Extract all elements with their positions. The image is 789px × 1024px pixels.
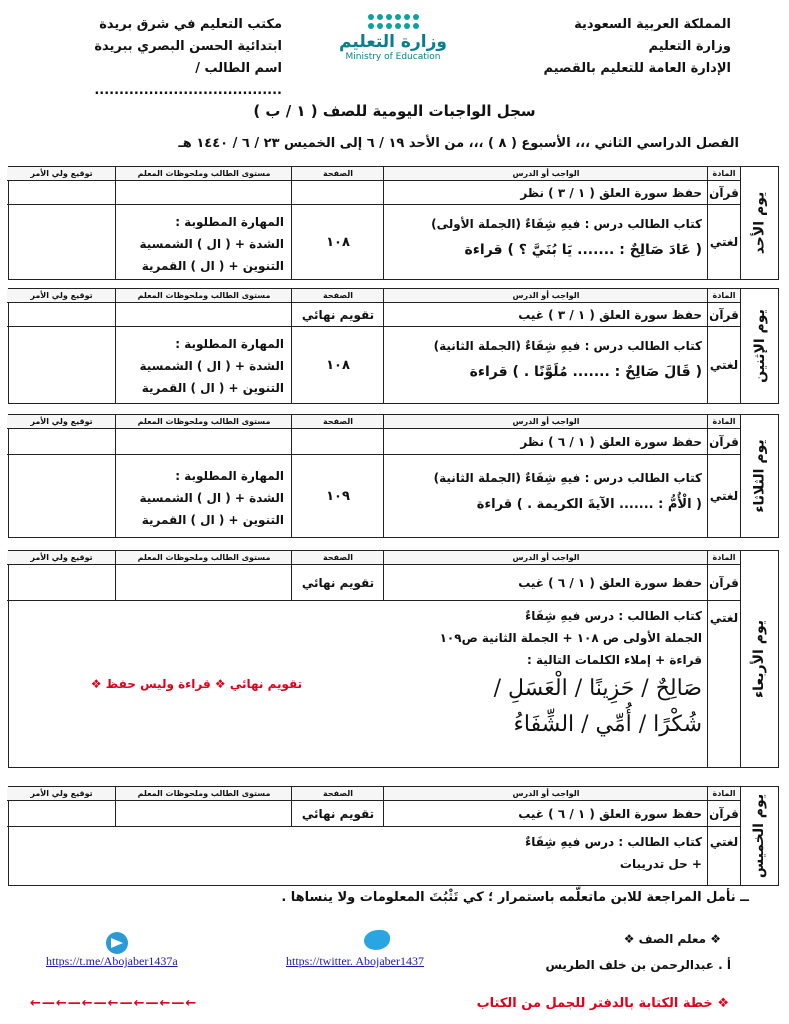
final-assessment-note: تقويم نهائي ❖ قراءة وليس حفظ ❖ [90, 677, 303, 691]
twitter-link[interactable]: https://twitter. Abojaber1437 [286, 954, 424, 968]
col-lesson: الواجب أو الدرس [384, 167, 708, 181]
day-block-thursday: يوم الخميس المادة الواجب أو الدرس الصفحة مستوى الطالب وملحوظات المعلم توقيع ولي الأمر قرآن لغتي حفظ سورة العلق ( ١ / ٦ ) غيب تقويم نهائي كتاب الطالب : درس فيهِ شِفَاءٌ + حل تدريبات [8, 786, 779, 886]
skills: المهارة المطلوبة : الشدة + ( ال ) الشمسية التنوين + ( ال ) القمرية [139, 215, 284, 273]
day-block-tuesday: يوم الثلاثاء المادة الواجب أو الدرس الصفحة مستوى الطالب وملحوظات المعلم توقيع ولي الأمر قرآن لغتي حفظ سورة العلق ( ١ / ٦ ) نظر كتاب الطالب درس : فيهِ شِفَاءٌ (الجملة الثانية) ( الْأُمُّ : ....... الآيةَ الكريمة . ) قراءة ١٠٩ المهارة المطلوبة : الشدة + ( ال ) الشمسية التنوين + ( ال ) القمرية [8, 414, 779, 538]
header-office: مكتب التعليم في شرق بريدة [99, 17, 282, 32]
arrows-decoration: ←—←—←—←—←—←—← [30, 996, 198, 1011]
subject-lang: لغتي [709, 235, 739, 249]
dictation-words: صَالِحٌ / حَزِينًا / الْعَسَلِ / [493, 676, 702, 701]
ministry-logo [318, 14, 468, 74]
header-right [544, 14, 731, 80]
subject-quran: قرآن [708, 181, 740, 205]
quran-lesson: حفظ سورة العلق ( ١ / ٣ ) نظر [384, 181, 708, 205]
lang-lesson: كتاب الطالب درس : فيهِ شِفَاءٌ (الجملة الأولى) ( عَادَ صَالِحٌ : ....... يَا بُنَيَّ ؟ ) قراءة [431, 217, 702, 258]
header-school: ابتدائية الحسن البصري ببريدة [94, 39, 282, 54]
day-block-monday: يوم الإثنين المادة الواجب أو الدرس الصفحة مستوى الطالب وملحوظات المعلم توقيع ولي الأمر قرآن لغتي حفظ سورة العلق ( ١ / ٣ ) غيب تقويم نهائي كتاب الطالب درس : فيهِ شِفَاءٌ (الجملة الثانية) ( قَالَ صَالِحٌ : ....... مُلَوَّنًا . ) قراءة ١٠٨ المهارة المطلوبة : الشدة + ( ال ) الشمسية التنوين + ( ال ) القمرية [8, 288, 779, 404]
page-title: سجل الواجبات اليومية للصف ( ١ / ب ) [253, 102, 536, 120]
day-block-wednesday: يوم الأربعاء المادة الواجب أو الدرس الصفحة مستوى الطالب وملحوظات المعلم توقيع ولي الأمر قرآن لغتي حفظ سورة العلق ( ١ / ٦ ) غيب تقويم نهائي كتاب الطالب : درس فيهِ شِفَاءٌ الجملة الأولى ص ١٠٨ + الجملة الثانية ص١٠٩ قراءة + إملاء الكلمات التالية : صَالِحٌ / حَزِينًا / الْعَسَلِ / شُكْرًا / أُمِّي / الشِّفَاءُ تقويم نهائي ❖ قراءة وليس حفظ ❖ [8, 550, 779, 768]
day-label: يوم الإثنين [740, 289, 778, 403]
col-sign: توقيع ولي الأمر [7, 167, 116, 181]
col-subject: المادة [708, 167, 740, 181]
logo-english: Ministry of Education [345, 52, 441, 62]
col-notes: مستوى الطالب وملحوظات المعلم [116, 167, 292, 181]
lang-lesson: كتاب الطالب : درس فيهِ شِفَاءٌ الجملة الأولى ص ١٠٨ + الجملة الثانية ص١٠٩ قراءة + إملاء الكلمات التالية : صَالِحٌ / حَزِينًا / الْعَسَلِ / شُكْرًا / أُمِّي / الشِّفَاءُ [384, 605, 708, 743]
quran-lesson: حفظ سورة العلق ( ١ / ٦ ) غيب [384, 801, 708, 827]
quran-page: تقويم نهائي [292, 565, 384, 601]
review-note: ــ نأمل المراجعة للابن ماتعلّمه باستمرار ؛ كي تَثْبُتَ المعلومات ولا ينساها . [281, 890, 749, 905]
skills: المهارة المطلوبة : الشدة + ( ال ) الشمسية التنوين + ( ال ) القمرية [139, 337, 284, 395]
logo-arabic: وزارة التعليم [339, 32, 447, 52]
twitter-icon [364, 930, 390, 950]
quran-lesson: حفظ سورة العلق ( ١ / ٦ ) غيب [384, 565, 708, 601]
teacher-label: ❖ معلم الصف ❖ [623, 932, 721, 946]
header-country: المملكة العربية السعودية [574, 17, 731, 32]
telegram-link[interactable]: https://t.me/Abojaber1437a [46, 954, 178, 968]
telegram-icon [106, 932, 128, 954]
day-block-sunday [8, 166, 779, 280]
lang-page: ١٠٨ [326, 357, 350, 373]
page-subtitle: الفصل الدراسي الثاني ،،، الأسبوع ( ٨ ) ،،، من الأحد ١٩ / ٦ إلى الخميس ٢٣ / ٦ / ١٤٤٠ هـ [178, 136, 739, 151]
teacher-name: أ . عبدالرحمن بن خلف الطريس [545, 958, 731, 972]
quran-page [292, 181, 384, 205]
lang-lesson: كتاب الطالب درس : فيهِ شِفَاءٌ (الجملة الثانية) ( قَالَ صَالِحٌ : ....... مُلَوَّنًا . ) قراءة [433, 339, 702, 380]
quran-page: تقويم نهائي [292, 303, 384, 327]
day-label: يوم الثلاثاء [740, 415, 778, 537]
lang-lesson: كتاب الطالب درس : فيهِ شِفَاءٌ (الجملة الثانية) ( الْأُمُّ : ....... الآيةَ الكريمة . ) قراءة [433, 471, 702, 512]
lang-page: ١٠٩ [326, 488, 350, 504]
quran-lesson: حفظ سورة العلق ( ١ / ٦ ) نظر [384, 429, 708, 455]
day-label: يوم الخميس [740, 787, 778, 885]
header-left [32, 14, 282, 102]
logo-dots-icon [318, 14, 468, 29]
day-label: يوم الأربعاء [740, 551, 778, 767]
header-ministry: وزارة التعليم [648, 39, 731, 54]
col-page: الصفحة [292, 167, 384, 181]
quran-page: تقويم نهائي [292, 801, 384, 827]
quran-lesson: حفظ سورة العلق ( ١ / ٣ ) غيب [384, 303, 708, 327]
writing-plan: ❖ خطة الكتابة بالدفتر للجمل من الكتاب [476, 996, 729, 1011]
student-name-field: اسم الطالب / ...................................... [94, 61, 282, 98]
skills: المهارة المطلوبة : الشدة + ( ال ) الشمسية التنوين + ( ال ) القمرية [139, 469, 284, 527]
lang-lesson: كتاب الطالب : درس فيهِ شِفَاءٌ + حل تدريبات [525, 835, 702, 871]
lang-page: ١٠٨ [326, 234, 350, 250]
header-directorate: الإدارة العامة للتعليم بالقصيم [543, 61, 731, 76]
quran-notes [7, 181, 292, 205]
day-label: يوم الأحد [740, 167, 778, 279]
